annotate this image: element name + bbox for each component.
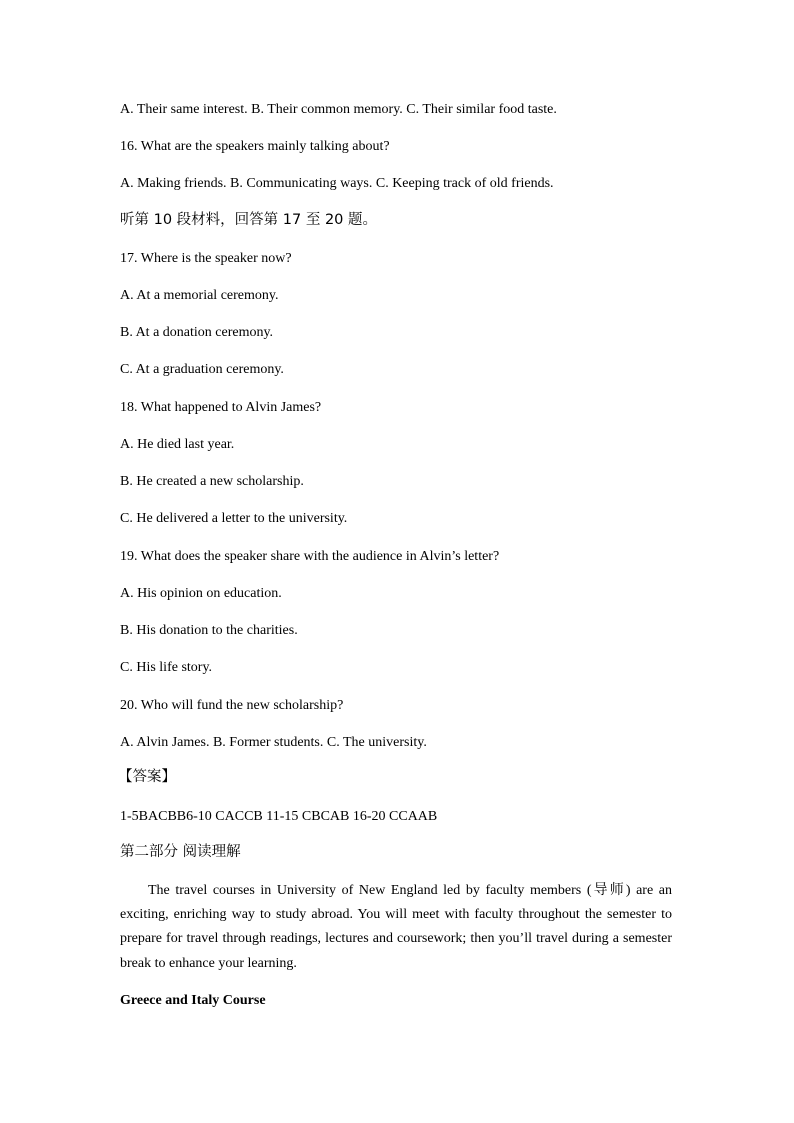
question-17-option-a: A. At a memorial ceremony.	[120, 288, 279, 303]
part-2-title: 第二部分 阅读理解	[120, 844, 241, 860]
question-16: 16. What are the speakers mainly talking about?	[120, 139, 390, 154]
question-16-options: A. Making friends. B. Communicating ways. C. Keeping track of old friends.	[120, 176, 554, 191]
course-heading: Greece and Italy Course	[120, 993, 266, 1008]
question-17: 17. Where is the speaker now?	[120, 251, 292, 266]
question-18: 18. What happened to Alvin James?	[120, 400, 322, 415]
question-17-option-c: C. At a graduation ceremony.	[120, 362, 284, 377]
question-19-option-c: C. His life story.	[120, 660, 213, 675]
reading-paragraph: The travel courses in University of New England led by faculty members (导师) are an exciting, enriching way to study abroad. You will meet with faculty throughout the semester to prepare for travel through readings, lectures and coursework; then you’ll travel during a semester break to enhance your learning.	[120, 883, 672, 971]
answer-key: 1-5BACBB6-10 CACCB 11-15 CBCAB 16-20 CCAAB	[120, 809, 438, 824]
section-10-instruction: 听第 10 段材料，回答第 17 至 20 题。	[120, 212, 378, 228]
question-15-options: A. Their same interest. B. Their common memory. C. Their similar food taste.	[120, 102, 557, 117]
question-20-options: A. Alvin James. B. Former students. C. The university.	[120, 735, 427, 750]
question-18-option-b: B. He created a new scholarship.	[120, 474, 304, 489]
question-19-option-a: A. His opinion on education.	[120, 586, 282, 601]
question-19: 19. What does the speaker share with the audience in Alvin’s letter?	[120, 549, 500, 564]
question-17-option-b: B. At a donation ceremony.	[120, 325, 274, 340]
question-18-option-a: A. He died last year.	[120, 437, 235, 452]
question-20: 20. Who will fund the new scholarship?	[120, 698, 344, 713]
question-19-option-b: B. His donation to the charities.	[120, 623, 298, 638]
answer-label: 【答案】	[118, 769, 176, 785]
question-18-option-c: C. He delivered a letter to the university.	[120, 511, 348, 526]
